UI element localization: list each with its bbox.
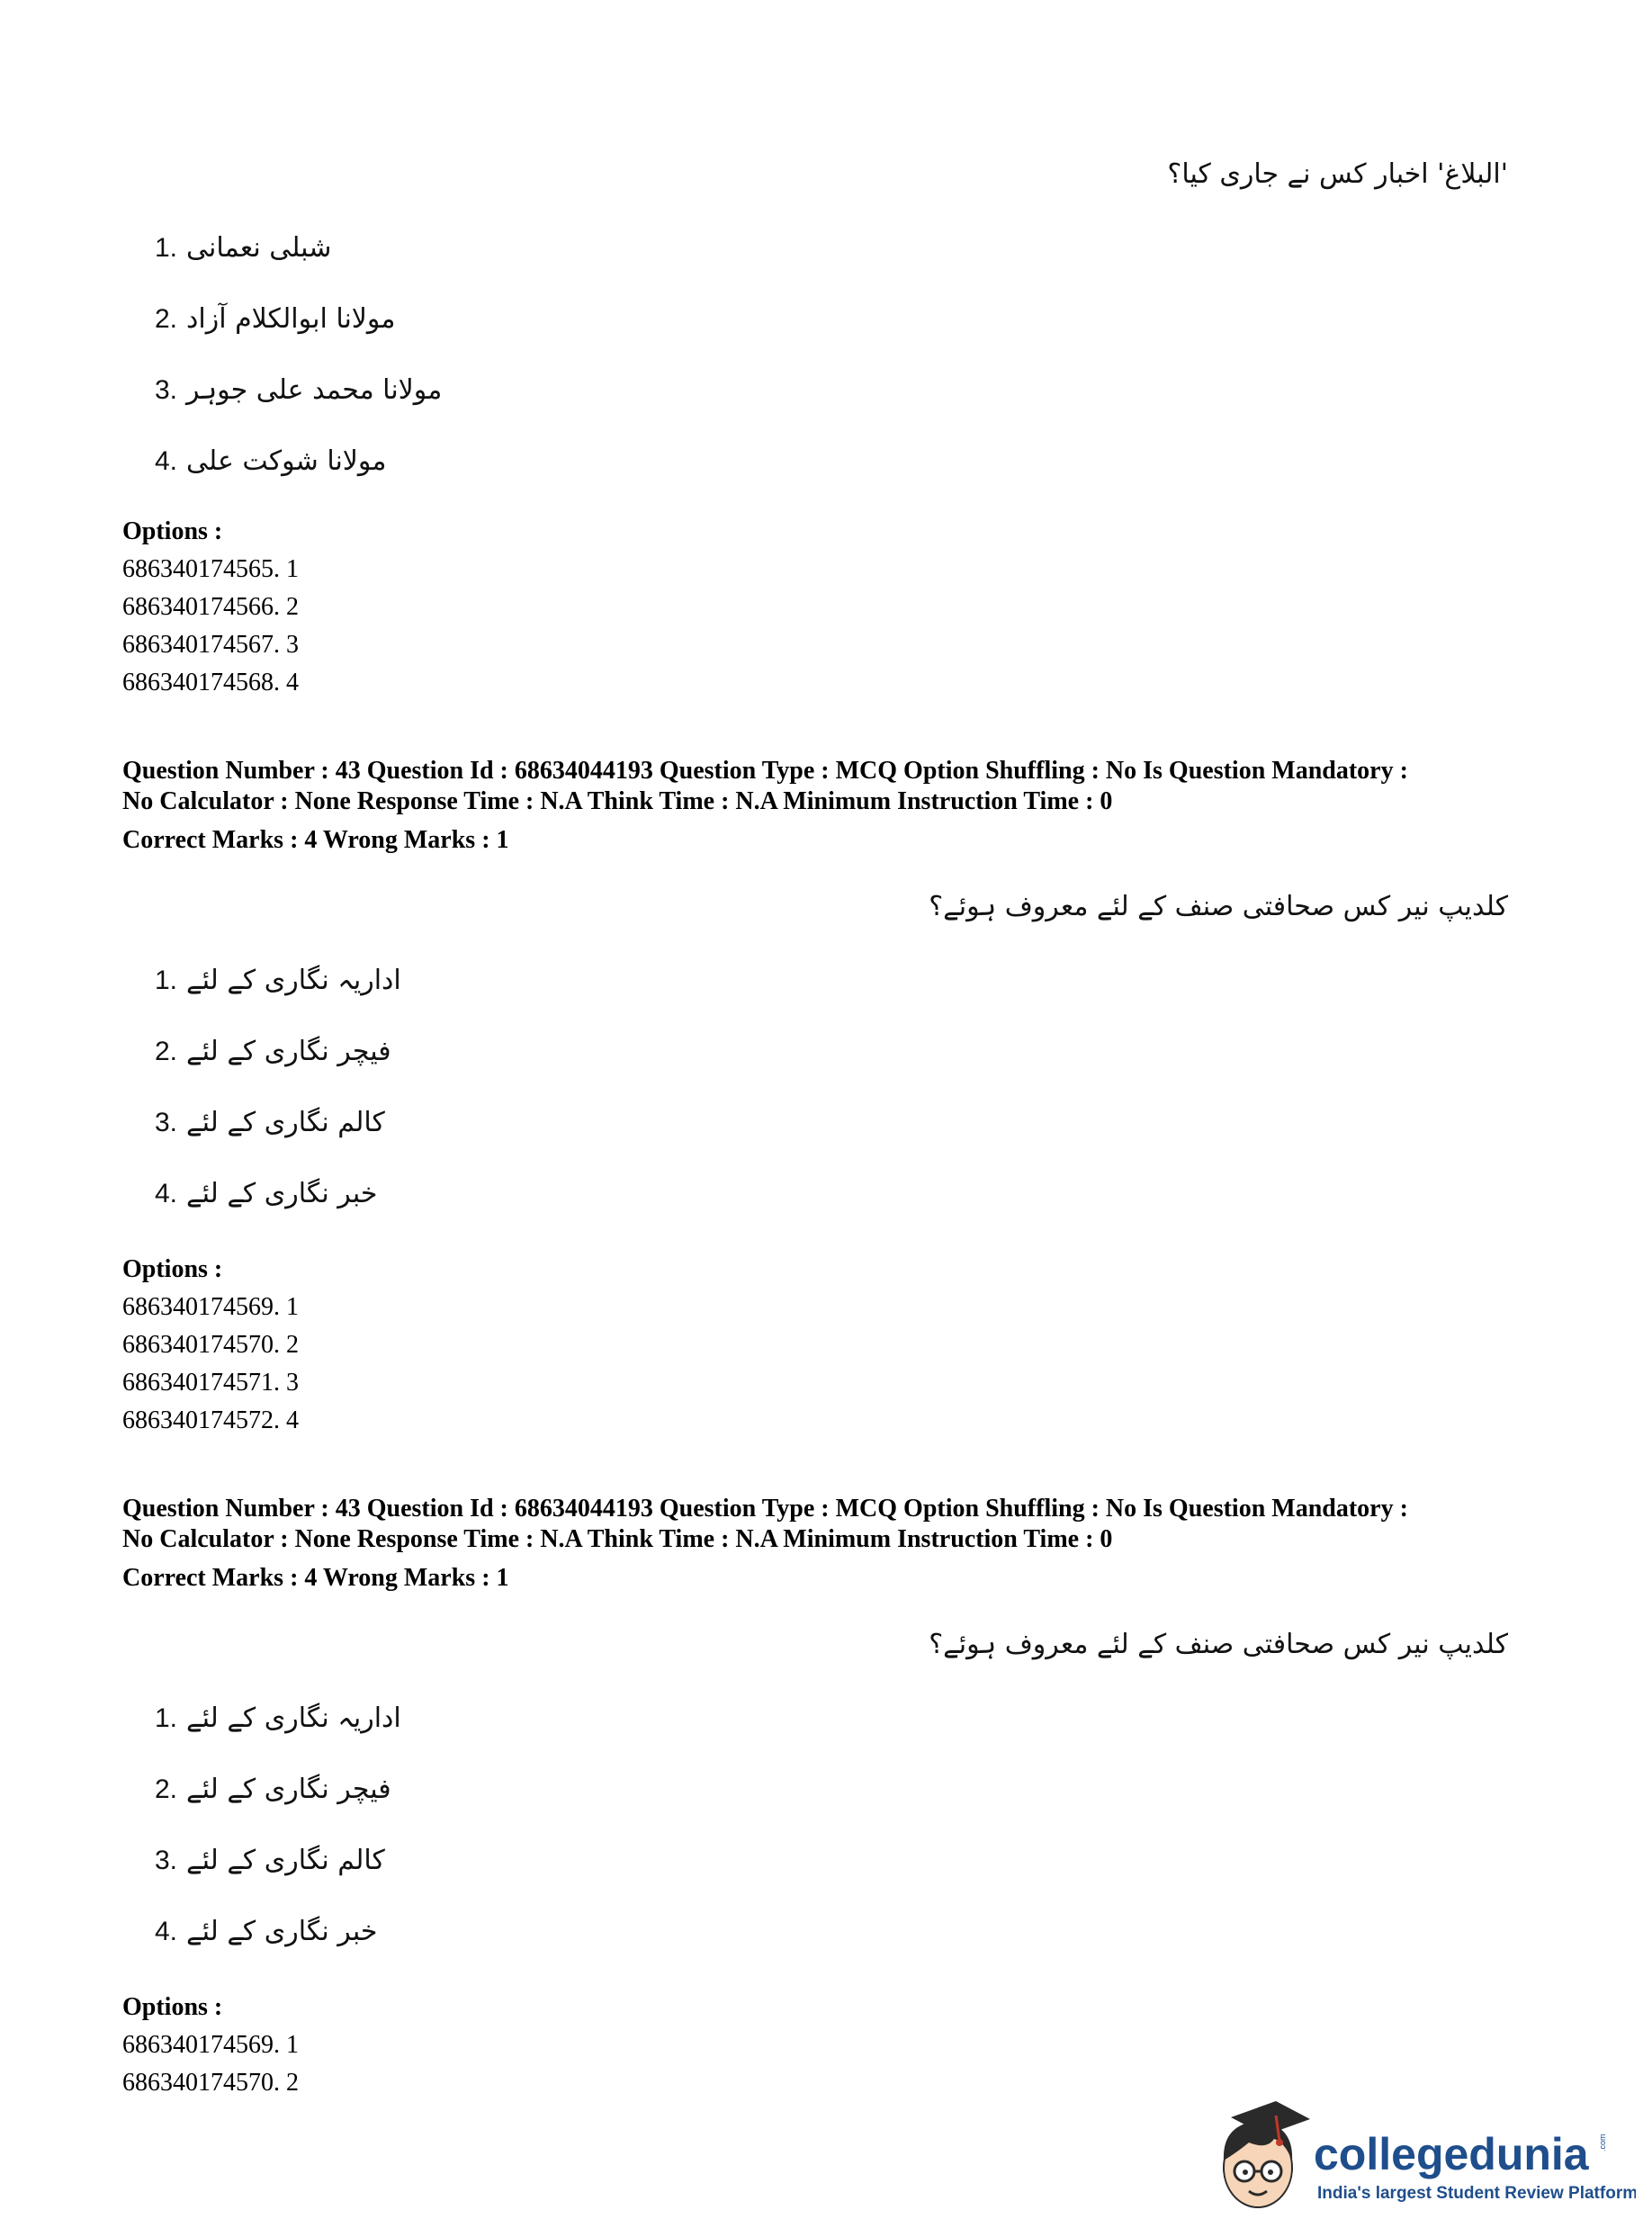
choice-text: شبلی نعمانی — [186, 232, 332, 264]
answer-choice — [155, 1774, 391, 1805]
choice-text: فیچر نگاری کے لئے — [186, 1774, 391, 1805]
answer-choice — [155, 445, 386, 477]
option-id: 686340174570. 2 — [122, 1331, 299, 1359]
options-label: Options : — [122, 1993, 223, 2021]
choice-text: کالم نگاری کے لئے — [186, 1107, 385, 1138]
logo-graphic — [1204, 2098, 1636, 2219]
choice-number: 1. — [155, 965, 178, 995]
options-label: Options : — [122, 1255, 223, 1283]
choice-number: 3. — [155, 1845, 178, 1875]
choice-text: اداریہ نگاری کے لئے — [186, 965, 401, 996]
logo-tagline: India's largest Student Review Platform — [1317, 2184, 1636, 2203]
answer-choice — [155, 1702, 401, 1734]
option-id: 686340174567. 3 — [122, 631, 299, 659]
choice-number: 4. — [155, 1178, 178, 1208]
answer-choice — [155, 1178, 377, 1209]
choice-number: 1. — [155, 1702, 178, 1733]
choice-text: کالم نگاری کے لئے — [186, 1845, 385, 1876]
answer-choice — [155, 303, 396, 335]
choice-text: مولانا ابوالکلام آزاد — [186, 303, 396, 335]
question-text: کلدیپ نیر کس صحافتی صنف کے لئے معروف ہوئے؟ — [929, 1629, 1508, 1660]
choice-number: 3. — [155, 374, 178, 405]
logo-suffix: .com — [1598, 2134, 1607, 2152]
choice-number: 1. — [155, 232, 178, 263]
answer-choice — [155, 1107, 385, 1138]
choice-number: 4. — [155, 1916, 178, 1946]
choice-text: فیچر نگاری کے لئے — [186, 1036, 391, 1067]
option-id: 686340174566. 2 — [122, 593, 299, 621]
answer-choice — [155, 1036, 391, 1067]
choice-text: مولانا شوکت علی — [186, 445, 387, 477]
marks-info: Correct Marks : 4 Wrong Marks : 1 — [122, 826, 509, 854]
option-id: 686340174565. 1 — [122, 555, 299, 583]
marks-info: Correct Marks : 4 Wrong Marks : 1 — [122, 1564, 509, 1592]
question-text: 'البلاغ' اخبار کس نے جاری کیا؟ — [1167, 158, 1508, 190]
choice-number: 2. — [155, 303, 178, 334]
choice-number: 2. — [155, 1036, 178, 1066]
option-id: 686340174569. 1 — [122, 2031, 299, 2059]
answer-choice — [155, 374, 442, 406]
collegedunia-logo — [1204, 2098, 1636, 2219]
option-id: 686340174570. 2 — [122, 2069, 299, 2097]
option-id: 686340174568. 4 — [122, 669, 299, 696]
option-id: 686340174571. 3 — [122, 1369, 299, 1397]
choice-text: اداریہ نگاری کے لئے — [186, 1702, 401, 1734]
answer-choice — [155, 232, 331, 264]
choice-number: 3. — [155, 1107, 178, 1137]
mascot-icon — [1224, 2101, 1310, 2207]
choice-text: مولانا محمد علی جوہر — [186, 374, 443, 406]
question-text: کلدیپ نیر کس صحافتی صنف کے لئے معروف ہوئے؟ — [929, 891, 1508, 922]
option-id: 686340174569. 1 — [122, 1293, 299, 1321]
choice-text: خبر نگاری کے لئے — [186, 1916, 378, 1947]
answer-choice — [155, 965, 401, 996]
question-meta-line-2: No Calculator : None Response Time : N.A Think Time : N.A Minimum Instruction Time : 0 — [122, 1525, 1113, 1553]
answer-choice — [155, 1845, 385, 1876]
question-meta-line-1: Question Number : 43 Question Id : 68634044193 Question Type : MCQ Option Shuffling : No Is Question Mandatory : — [122, 1495, 1408, 1523]
question-meta-line-2: No Calculator : None Response Time : N.A Think Time : N.A Minimum Instruction Time : 0 — [122, 787, 1113, 815]
answer-choice — [155, 1916, 377, 1947]
options-label: Options : — [122, 517, 223, 545]
choice-number: 4. — [155, 445, 178, 476]
logo-brand-text: collegedunia — [1314, 2129, 1589, 2179]
choice-number: 2. — [155, 1774, 178, 1804]
choice-text: خبر نگاری کے لئے — [186, 1178, 378, 1209]
question-meta-line-1: Question Number : 43 Question Id : 68634044193 Question Type : MCQ Option Shuffling : No Is Question Mandatory : — [122, 757, 1408, 785]
option-id: 686340174572. 4 — [122, 1406, 299, 1434]
